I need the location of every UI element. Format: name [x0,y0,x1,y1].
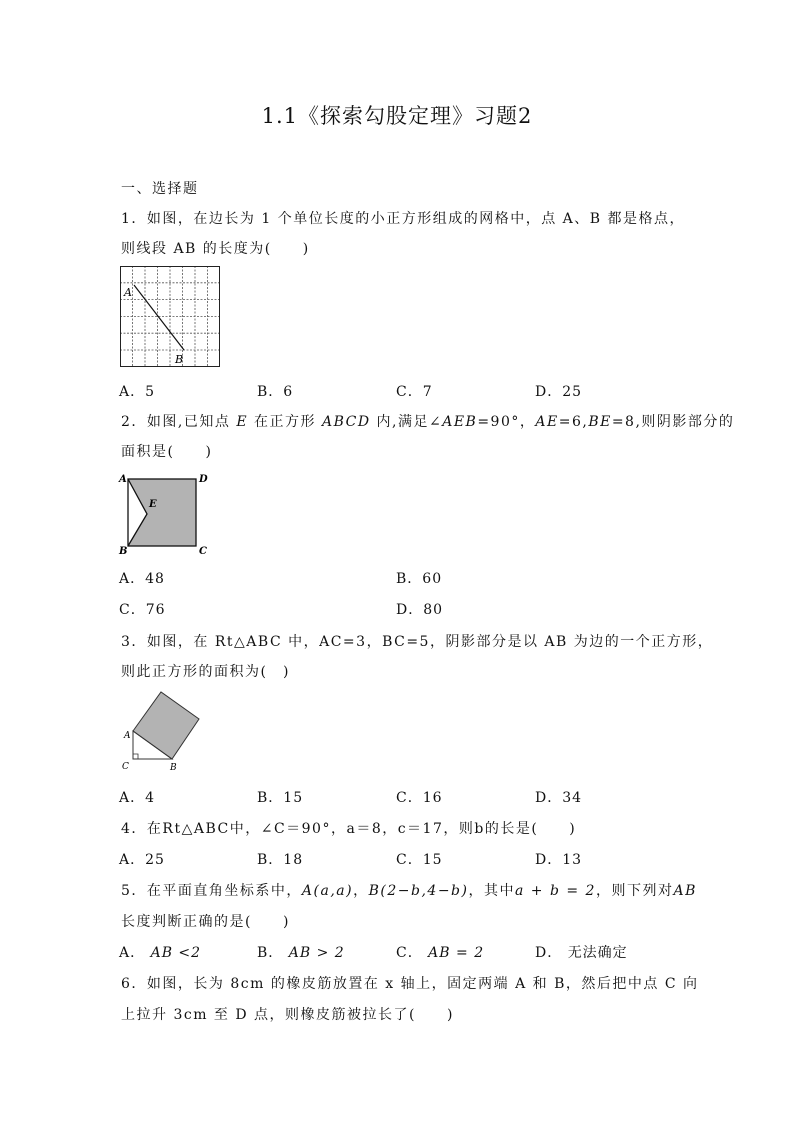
q2-option-d: D．80 [396,602,444,618]
q2-label-e: E [149,499,157,510]
q3-label-a: A [124,731,131,741]
q3-text-line1: 3．如图，在 Rt△ABC 中，AC=3，BC=5，阴影部分是以 AB 为边的一个正方形， [121,634,714,650]
q1-option-d: D．25 [535,384,583,400]
q1-text-line2: 则线段 AB 的长度为( ) [121,241,310,257]
section-heading: 一、选择题 [121,181,199,197]
q4-option-a: A．25 [119,852,165,868]
q6-text-line2: 上拉升 3cm 至 D 点，则橡皮筋被拉长了( ) [121,1007,454,1023]
q5-option-c: C． AB = 2 [396,945,485,961]
q5-option-a: A． AB <2 [119,945,202,961]
q4-option-b: B．18 [257,852,304,868]
q2-option-a: A．48 [119,571,165,587]
q1-text-line1: 1．如图，在边长为 1 个单位长度的小正方形组成的网格中，点 A、B 都是格点， [121,211,686,227]
q1-label-a: A [124,286,132,299]
q2-label-a: A [119,474,127,485]
q3-triangle-figure [118,690,204,774]
q2-text-line1: 2．如图,已知点 E 在正方形 ABCD 内,满足∠AEB=90°，AE=6,BE=8,则阴影部分的 [121,414,735,430]
q2-label-b: B [119,546,128,557]
q3-option-a: A．4 [119,790,156,806]
q4-option-c: C．15 [396,852,443,868]
q1-option-c: C．7 [396,384,433,400]
q5-option-b: B． AB > 2 [257,945,345,961]
q1-label-b: B [175,353,184,366]
q2-label-c: C [199,546,207,557]
q1-option-a: A．5 [119,384,156,400]
q3-option-d: D．34 [535,790,583,806]
q2-square-figure [118,470,210,558]
q2-text-line2: 面积是( ) [121,444,213,460]
q2-option-c: C．76 [119,602,166,618]
q3-option-c: C．16 [396,790,443,806]
q5-option-d: D． 无法确定 [535,945,628,961]
q3-option-b: B．15 [257,790,304,806]
q3-label-c: C [122,762,129,772]
q2-label-d: D [199,474,208,485]
q3-text-line2: 则此正方形的面积为( ) [121,664,290,680]
q2-option-b: B．60 [396,571,443,587]
q5-text-line1: 5．在平面直角坐标系中，A(a,a)，B(2−b,4−b)，其中a + b = 2，则下列对AB [121,883,697,899]
q4-option-d: D．13 [535,852,583,868]
q6-text-line1: 6．如图，长为 8cm 的橡皮筋放置在 x 轴上，固定两端 A 和 B，然后把中点 C 向 [121,976,699,992]
q3-label-b: B [170,763,177,773]
page-title: 1.1《探索勾股定理》习题2 [261,104,533,128]
q4-text-line1: 4．在Rt△ABC中，∠C＝90°，a＝8，c＝17，则b的长是( ) [121,821,577,837]
q5-text-line2: 长度判断正确的是( ) [121,914,290,930]
q1-option-b: B．6 [257,384,294,400]
q1-grid-figure [120,266,221,368]
